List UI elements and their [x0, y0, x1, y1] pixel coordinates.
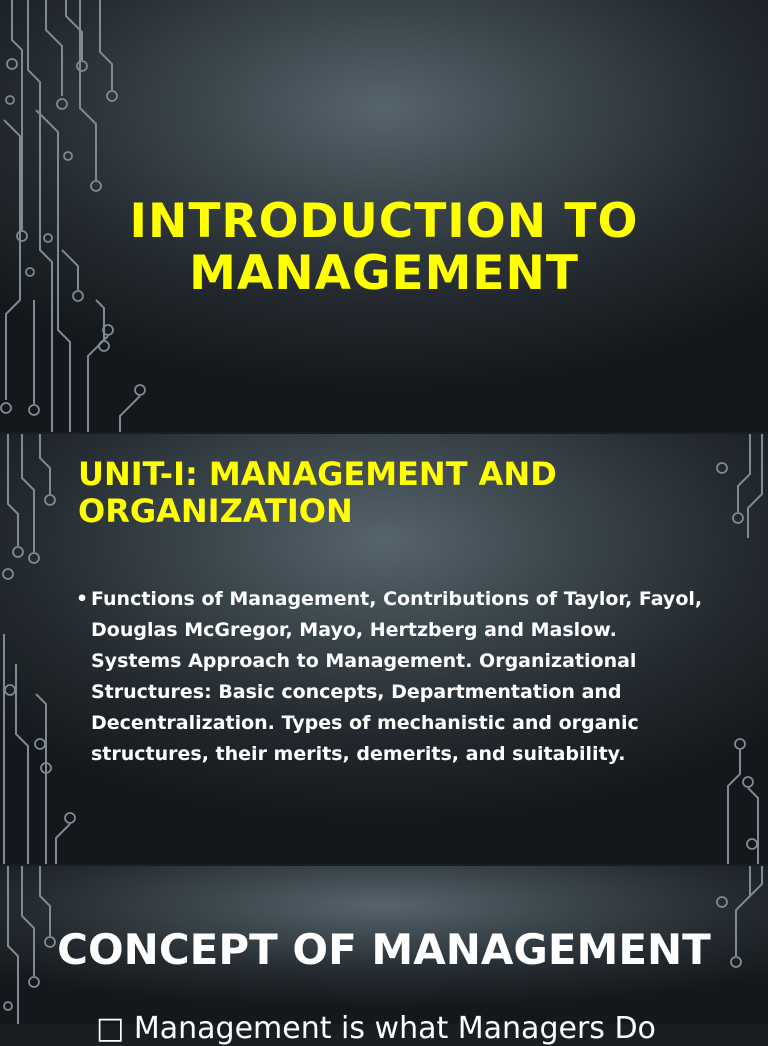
circuit-decoration-left — [0, 434, 80, 864]
slide-1-title: INTRODUCTION TO MANAGEMENT — [129, 194, 639, 301]
slide-2 — [0, 434, 768, 864]
bullet-point: • — [76, 588, 89, 610]
slide-3-first-point: □ Management is what Managers Do — [96, 1011, 656, 1046]
slide-3 — [0, 866, 768, 1046]
slide-2-title: UNIT-I: MANAGEMENT AND ORGANIZATION — [78, 455, 557, 530]
list-item — [76, 584, 706, 770]
bullet-text: Functions of Management, Contributions of Taylor, Fayol, Douglas McGregor, Mayo, Hertzberg and Maslow. Systems Approach to Management. Organizational Structures: Basic concepts, Departmentation and Decentralization. Types of mechanistic and organic structures, their merits, demerits, and suitability. — [91, 588, 703, 765]
slide-3-title: CONCEPT OF MANAGEMENT — [57, 925, 711, 974]
bullet-list — [76, 584, 706, 770]
slide-1 — [0, 0, 768, 432]
